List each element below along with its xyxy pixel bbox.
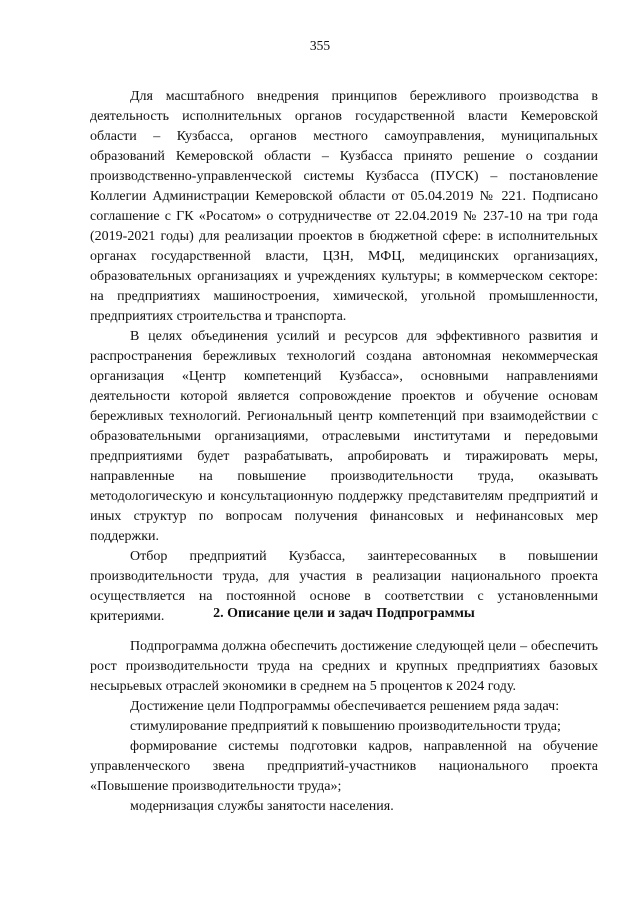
paragraph-enterprise-selection: Отбор предприятий Кузбасса, заинтересованных в повышении производительности труда, для участия в реализации национального проекта осуществляется на постоянной основе в соответствии с установленными критериями. [90, 549, 598, 624]
paragraph-lean-production: Для масштабного внедрения принципов бережливого производства в деятельность исполнительных органов государственной власти Кемеровской области – Кузбасса, органов местного самоуправления, муниципальных образований Кемеровской области – Кузбасса принято решение о создании производственно-управленческой системы Кузбасса (ПУСК) – постановление Коллегии Администрации Кемеровской области от 05.04.2019 № 221. Подписано соглашение с ГК «Росатом» о сотрудничестве от 22.04.2019 № 237-10 на три года (2019-2021 годы) для реализации проектов в бюджетной сфере: в исполнительных органах государственной власти, ЦЗН, МФЦ, медицинских организациях, образовательных организациях и учреждениях культуры; в коммерческом секторе: на предприятиях машиностроения, химической, угольной промышленности, предприятиях строительства и транспорта. [90, 89, 598, 324]
paragraph-competence-center: В целях объединения усилий и ресурсов для эффективного развития и распространения бережливых технологий создана автономная некоммерческая организация «Центр компетенций Кузбасса», основными направлениями деятельности которой является сопровождение проектов и обучение основам бережливых технологий. Региональный центр компетенций при взаимодействии с образовательными организациями, отраслевыми институтами и передовыми предприятиями будет разрабатывать, апробировать и тиражировать меры, направленные на повышение производительности труда, оказывать методологическую и консультационную поддержку представителям предприятий и иных структур по вопросам получения финансовых и нефинансовых мер поддержки. [90, 329, 598, 544]
paragraph-goal: Подпрограмма должна обеспечить достижение следующей цели – обеспечить рост производительности труда на средних и крупных предприятиях базовых несырьевых отраслей экономики в среднем на 5 процентов к 2024 году. [90, 639, 598, 694]
page-number: 355 [309, 38, 331, 53]
intro-text-block [90, 87, 598, 627]
section-heading: 2. Описание цели и задач Подпрограммы [213, 606, 475, 621]
paragraph-tasks-intro: Достижение цели Подпрограммы обеспечивается решением ряда задач: [130, 699, 560, 714]
section-text-block [90, 637, 598, 817]
task-item-stimulation: стимулирование предприятий к повышению производительности труда; [130, 719, 561, 734]
task-item-training: формирование системы подготовки кадров, направленной на обучение управленческого звена предприятий-участников национального проекта «Повышение производительности труда»; [90, 739, 598, 794]
task-item-employment-service: модернизация службы занятости населения. [130, 799, 394, 814]
